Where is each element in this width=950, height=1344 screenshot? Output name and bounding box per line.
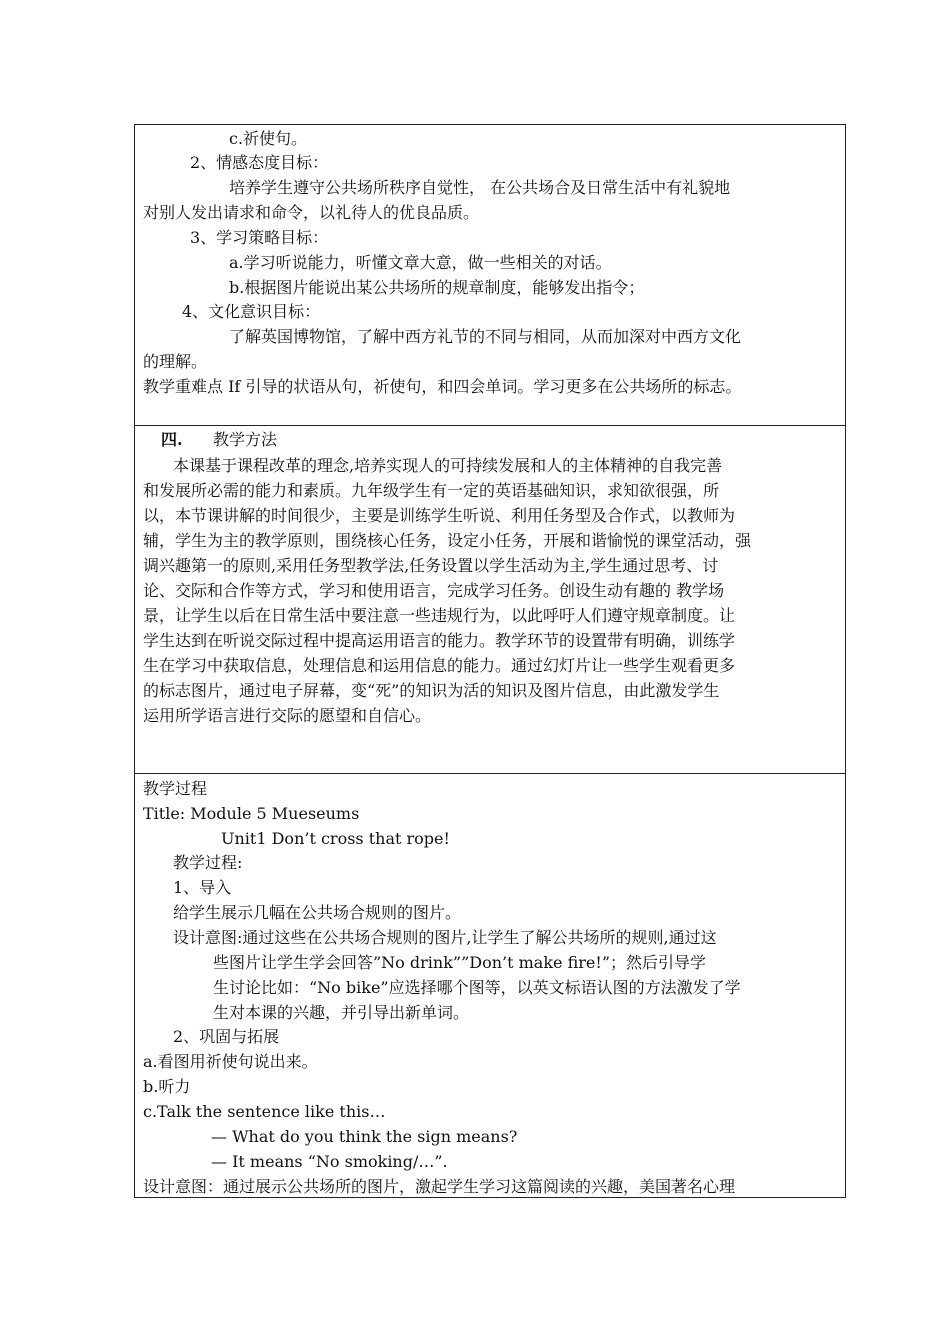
dialogue-line: — It means “No smoking/…”. <box>211 1152 448 1171</box>
paragraph-line: 和发展所必需的能力和素质。九年级学生有一定的英语基础知识，求知欲很强，所 <box>143 481 720 500</box>
lesson-plan-table <box>134 124 846 1198</box>
section-number: 四. <box>161 430 183 449</box>
key-points-line: 教学重难点 If 引导的状语从句，祈使句，和四会单词。学习更多在公共场所的标志。 <box>143 377 742 396</box>
dialogue-line: — What do you think the sign means? <box>211 1127 518 1146</box>
objective-line: 了解英国博物馆，了解中西方礼节的不同与相同，从而加深对中西方文化 <box>229 327 742 346</box>
paragraph-line: 景，让学生以后在日常生活中要注意一些违规行为，以此呼吁人们遵守规章制度。让 <box>143 606 736 625</box>
paragraph-line: 学生达到在听说交际过程中提高运用语言的能力。教学环节的设置带有明确，训练学 <box>143 631 736 650</box>
process-line: 设计意图:通过这些在公共场合规则的图片,让学生了解公共场所的规则,通过这 <box>173 928 717 947</box>
process-line: 生对本课的兴趣，并引导出新单词。 <box>213 1003 470 1022</box>
objective-heading: 3、学习策略目标： <box>190 228 329 247</box>
paragraph-line: 以，本节课讲解的时间很少，主要是训练学生听说、利用任务型及合作式，以教师为 <box>143 506 736 525</box>
process-line: 些图片让学生学会回答”No drink””Don’t make fire!”；然后引导学 <box>213 953 706 972</box>
paragraph-line: 的标志图片，通过电子屏幕，变“死”的知识为活的知识及图片信息，由此激发学生 <box>143 681 720 700</box>
paragraph-line: 运用所学语言进行交际的愿望和自信心。 <box>143 706 432 725</box>
process-line: 设计意图：通过展示公共场所的图片，激起学生学习这篇阅读的兴趣，美国著名心理 <box>143 1177 736 1196</box>
process-line: c.Talk the sentence like this… <box>143 1102 386 1121</box>
process-line: 给学生展示几幅在公共场合规则的图片。 <box>173 903 462 922</box>
process-line: 教学过程: <box>173 853 243 872</box>
process-step-heading: 1、导入 <box>173 878 232 897</box>
paragraph-line: 生在学习中获取信息，处理信息和运用信息的能力。通过幻灯片让一些学生观看更多 <box>143 656 736 675</box>
objective-line: 培养学生遵守公共场所秩序自觉性， 在公共场合及日常生活中有礼貌地 <box>229 178 731 197</box>
objective-line: b.根据图片能说出某公共场所的规章制度，能够发出指令； <box>229 278 645 297</box>
row-divider <box>135 773 845 774</box>
paragraph-line: 论、交际和合作等方式，学习和使用语言，完成学习任务。创设生动有趣的 教学场 <box>143 581 725 600</box>
objective-heading: 4、文化意识目标： <box>182 302 321 321</box>
unit-title: Unit1 Don’t cross that rope! <box>221 829 450 848</box>
lesson-title: Title: Module 5 Mueseums <box>143 804 360 823</box>
objective-line: 的理解。 <box>143 352 208 371</box>
objective-heading: 2、情感态度目标： <box>190 153 329 172</box>
section-heading: 教学过程 <box>143 779 208 798</box>
process-line: b.听力 <box>143 1077 191 1096</box>
process-line: a.看图用祈使句说出来。 <box>143 1052 318 1071</box>
paragraph-line: 本课基于课程改革的理念,培养实现人的可持续发展和人的主体精神的自我完善 <box>173 456 723 475</box>
process-step-heading: 2、巩固与拓展 <box>173 1027 280 1046</box>
paragraph-line: 调兴趣第一的原则,采用任务型教学法,任务设置以学生活动为主,学生通过思考、讨 <box>143 556 719 575</box>
objective-line: 对别人发出请求和命令，以礼待人的优良品质。 <box>143 203 480 222</box>
section-heading: 教学方法 <box>213 430 278 449</box>
process-line: 生讨论比如：“No bike”应选择哪个图等，以英文标语认图的方法激发了学 <box>213 978 741 997</box>
objective-line: c.祈使句。 <box>229 129 308 148</box>
paragraph-line: 辅，学生为主的教学原则，围绕核心任务，设定小任务，开展和谐愉悦的课堂活动，强 <box>143 531 752 550</box>
row-divider <box>135 425 845 426</box>
objective-line: a.学习听说能力，听懂文章大意，做一些相关的对话。 <box>229 253 612 272</box>
